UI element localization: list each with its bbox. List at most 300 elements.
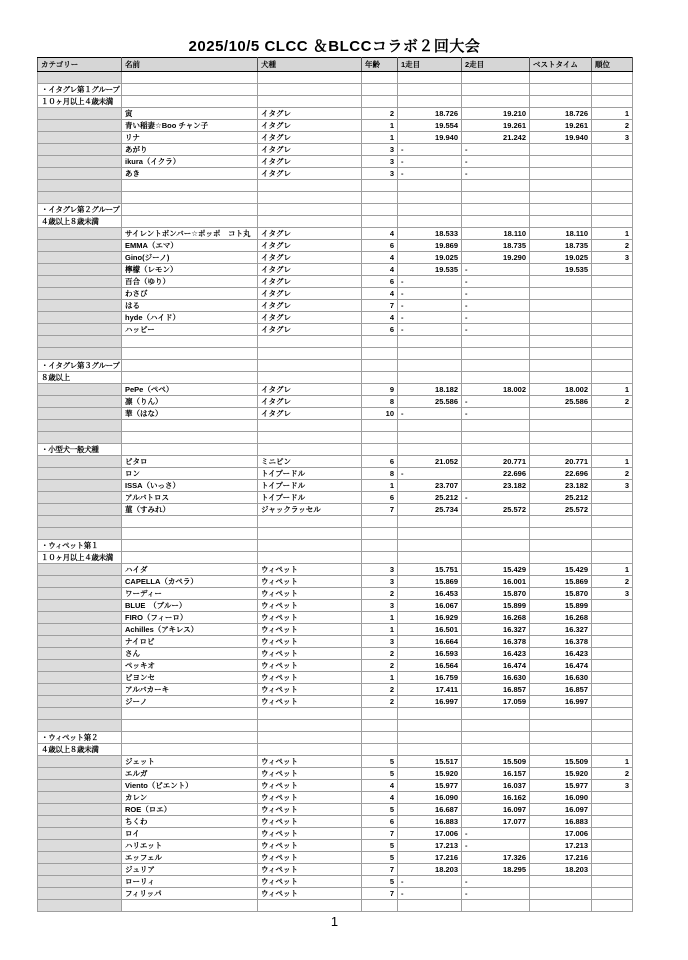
run2-cell: - — [462, 312, 530, 324]
name-cell: リナ — [122, 132, 258, 144]
breed-cell: イタグレ — [258, 168, 362, 180]
category-cell — [38, 108, 122, 120]
category-cell — [38, 384, 122, 396]
blank-row — [38, 72, 633, 84]
best-cell: 16.630 — [530, 672, 592, 684]
group-label-row — [38, 204, 633, 216]
category-cell — [38, 168, 122, 180]
rank-cell — [592, 708, 633, 720]
run2-cell: 17.077 — [462, 816, 530, 828]
run1-cell — [398, 732, 462, 744]
best-cell — [530, 180, 592, 192]
run1-cell: 18.203 — [398, 864, 462, 876]
name-cell: 百合（ゆり） — [122, 276, 258, 288]
age-cell: 2 — [362, 588, 398, 600]
group-label-cell: ・ウィペット第２ — [38, 732, 122, 744]
run1-cell: 25.586 — [398, 396, 462, 408]
header-run1: 1走目 — [398, 58, 462, 72]
best-cell — [530, 708, 592, 720]
dog-row — [38, 312, 633, 324]
run2-cell: 19.290 — [462, 252, 530, 264]
category-cell — [38, 840, 122, 852]
age-cell: 7 — [362, 300, 398, 312]
rank-cell: 2 — [592, 468, 633, 480]
breed-cell: ジャックラッセル — [258, 504, 362, 516]
breed-cell — [258, 420, 362, 432]
age-cell — [362, 900, 398, 912]
category-cell — [38, 528, 122, 540]
run2-cell: - — [462, 840, 530, 852]
run2-cell — [462, 720, 530, 732]
age-cell: 2 — [362, 684, 398, 696]
dog-row — [38, 696, 633, 708]
breed-cell — [258, 540, 362, 552]
name-cell: ジュリア — [122, 864, 258, 876]
dog-row — [38, 324, 633, 336]
name-cell: ハッピー — [122, 324, 258, 336]
age-cell: 7 — [362, 504, 398, 516]
age-cell: 2 — [362, 696, 398, 708]
dog-row — [38, 684, 633, 696]
name-cell: わさび — [122, 288, 258, 300]
name-cell: ジーノ — [122, 696, 258, 708]
best-cell — [530, 408, 592, 420]
age-cell: 4 — [362, 780, 398, 792]
name-cell: カレン — [122, 792, 258, 804]
dog-row — [38, 624, 633, 636]
rank-cell — [592, 324, 633, 336]
run2-cell — [462, 204, 530, 216]
blank-row — [38, 900, 633, 912]
rank-cell — [592, 900, 633, 912]
run1-cell: 17.216 — [398, 852, 462, 864]
breed-cell — [258, 96, 362, 108]
blank-row — [38, 420, 633, 432]
run1-cell: 16.883 — [398, 816, 462, 828]
run2-cell — [462, 744, 530, 756]
name-cell — [122, 348, 258, 360]
best-cell — [530, 300, 592, 312]
best-cell: 17.213 — [530, 840, 592, 852]
rank-cell — [592, 180, 633, 192]
run2-cell — [462, 192, 530, 204]
name-cell — [122, 180, 258, 192]
group-label-row — [38, 372, 633, 384]
breed-cell: イタグレ — [258, 252, 362, 264]
run2-cell: - — [462, 300, 530, 312]
blank-row — [38, 432, 633, 444]
breed-cell: ウィペット — [258, 648, 362, 660]
age-cell: 1 — [362, 672, 398, 684]
category-cell — [38, 720, 122, 732]
rank-cell — [592, 696, 633, 708]
best-cell: 15.509 — [530, 756, 592, 768]
run2-cell: 15.509 — [462, 756, 530, 768]
breed-cell — [258, 372, 362, 384]
run2-cell — [462, 96, 530, 108]
run2-cell: 16.378 — [462, 636, 530, 648]
age-cell — [362, 744, 398, 756]
breed-cell: イタグレ — [258, 264, 362, 276]
best-cell — [530, 348, 592, 360]
name-cell — [122, 444, 258, 456]
category-cell — [38, 792, 122, 804]
rank-cell: 1 — [592, 384, 633, 396]
age-cell — [362, 420, 398, 432]
dog-row — [38, 504, 633, 516]
breed-cell: ウィペット — [258, 612, 362, 624]
age-cell — [362, 192, 398, 204]
age-cell: 3 — [362, 156, 398, 168]
run2-cell: 16.157 — [462, 768, 530, 780]
run1-cell: 25.734 — [398, 504, 462, 516]
run2-cell — [462, 900, 530, 912]
age-cell: 4 — [362, 264, 398, 276]
name-cell: ペッキオ — [122, 660, 258, 672]
category-cell — [38, 816, 122, 828]
run1-cell: 19.554 — [398, 120, 462, 132]
run1-cell: - — [398, 888, 462, 900]
name-cell: あがり — [122, 144, 258, 156]
run1-cell: 16.067 — [398, 600, 462, 612]
rank-cell — [592, 660, 633, 672]
breed-cell: ウィペット — [258, 684, 362, 696]
category-cell — [38, 336, 122, 348]
dog-row — [38, 648, 633, 660]
run1-cell: 17.006 — [398, 828, 462, 840]
breed-cell: トイプードル — [258, 492, 362, 504]
dog-row — [38, 408, 633, 420]
age-cell: 5 — [362, 840, 398, 852]
age-cell — [362, 528, 398, 540]
name-cell: はる — [122, 300, 258, 312]
dog-row — [38, 120, 633, 132]
best-cell: 25.212 — [530, 492, 592, 504]
dog-row — [38, 144, 633, 156]
best-cell: 17.006 — [530, 828, 592, 840]
dog-row — [38, 108, 633, 120]
run2-cell: 16.474 — [462, 660, 530, 672]
name-cell: サイレントボンバー☆ポッポ コト丸 — [122, 228, 258, 240]
run1-cell: - — [398, 468, 462, 480]
breed-cell: ウィペット — [258, 636, 362, 648]
name-cell: 凛（りん） — [122, 396, 258, 408]
category-cell — [38, 120, 122, 132]
age-cell: 2 — [362, 108, 398, 120]
group-label-row — [38, 360, 633, 372]
run1-cell: - — [398, 408, 462, 420]
age-cell: 1 — [362, 120, 398, 132]
breed-cell: イタグレ — [258, 384, 362, 396]
rank-cell: 1 — [592, 564, 633, 576]
best-cell: 16.327 — [530, 624, 592, 636]
dog-row — [38, 864, 633, 876]
breed-cell: トイプードル — [258, 468, 362, 480]
run2-cell: 18.110 — [462, 228, 530, 240]
best-cell: 20.771 — [530, 456, 592, 468]
run2-cell: - — [462, 276, 530, 288]
group-label-cell: ・イタグレ第２グループ — [38, 204, 122, 216]
breed-cell — [258, 900, 362, 912]
name-cell: 青い稲妻☆Boo チャン子 — [122, 120, 258, 132]
run1-cell: 21.052 — [398, 456, 462, 468]
group-label-cell: １０ヶ月以上４歳未満 — [38, 96, 122, 108]
best-cell: 16.857 — [530, 684, 592, 696]
category-cell — [38, 684, 122, 696]
best-cell — [530, 372, 592, 384]
best-cell: 15.869 — [530, 576, 592, 588]
best-cell — [530, 336, 592, 348]
header-age: 年齢 — [362, 58, 398, 72]
run1-cell: 15.751 — [398, 564, 462, 576]
group-label-cell: ・イタグレ第３グループ — [38, 360, 122, 372]
breed-cell: イタグレ — [258, 240, 362, 252]
run2-cell: 19.210 — [462, 108, 530, 120]
run1-cell: 16.564 — [398, 660, 462, 672]
age-cell — [362, 372, 398, 384]
breed-cell: イタグレ — [258, 144, 362, 156]
best-cell — [530, 900, 592, 912]
run2-cell — [462, 432, 530, 444]
best-cell — [530, 324, 592, 336]
run1-cell: 25.212 — [398, 492, 462, 504]
best-cell — [530, 420, 592, 432]
run1-cell — [398, 372, 462, 384]
table-body — [38, 72, 633, 912]
rank-cell — [592, 888, 633, 900]
best-cell — [530, 540, 592, 552]
breed-cell: イタグレ — [258, 300, 362, 312]
category-cell — [38, 288, 122, 300]
category-cell — [38, 852, 122, 864]
name-cell: ISSA（いっさ） — [122, 480, 258, 492]
run2-cell — [462, 336, 530, 348]
run1-cell — [398, 444, 462, 456]
run1-cell — [398, 708, 462, 720]
dog-row — [38, 816, 633, 828]
age-cell: 6 — [362, 324, 398, 336]
run2-cell: - — [462, 156, 530, 168]
blank-row — [38, 708, 633, 720]
age-cell: 3 — [362, 168, 398, 180]
rank-cell — [592, 444, 633, 456]
run2-cell — [462, 216, 530, 228]
header-name: 名前 — [122, 58, 258, 72]
breed-cell: ウィペット — [258, 816, 362, 828]
rank-cell — [592, 156, 633, 168]
category-cell — [38, 276, 122, 288]
age-cell: 6 — [362, 276, 398, 288]
name-cell — [122, 192, 258, 204]
run2-cell: 16.423 — [462, 648, 530, 660]
category-cell — [38, 648, 122, 660]
best-cell: 19.535 — [530, 264, 592, 276]
age-cell: 6 — [362, 456, 398, 468]
age-cell: 1 — [362, 612, 398, 624]
run1-cell — [398, 336, 462, 348]
category-cell — [38, 600, 122, 612]
breed-cell — [258, 708, 362, 720]
run1-cell: 16.453 — [398, 588, 462, 600]
rank-cell — [592, 840, 633, 852]
best-cell — [530, 528, 592, 540]
run1-cell — [398, 180, 462, 192]
name-cell: FIRO（フィーロ） — [122, 612, 258, 624]
rank-cell — [592, 816, 633, 828]
run1-cell: 18.182 — [398, 384, 462, 396]
category-cell — [38, 468, 122, 480]
run2-cell: - — [462, 264, 530, 276]
age-cell: 4 — [362, 228, 398, 240]
name-cell — [122, 540, 258, 552]
header-breed: 犬種 — [258, 58, 362, 72]
category-cell — [38, 588, 122, 600]
breed-cell — [258, 516, 362, 528]
breed-cell: ウィペット — [258, 804, 362, 816]
age-cell: 3 — [362, 636, 398, 648]
rank-cell — [592, 828, 633, 840]
rank-cell — [592, 516, 633, 528]
age-cell — [362, 360, 398, 372]
run1-cell: - — [398, 288, 462, 300]
best-cell — [530, 192, 592, 204]
age-cell: 8 — [362, 468, 398, 480]
run1-cell: 16.593 — [398, 648, 462, 660]
rank-cell: 1 — [592, 756, 633, 768]
rank-cell — [592, 204, 633, 216]
run2-cell — [462, 372, 530, 384]
breed-cell: ウィペット — [258, 852, 362, 864]
breed-cell: ウィペット — [258, 624, 362, 636]
age-cell: 2 — [362, 660, 398, 672]
category-cell — [38, 144, 122, 156]
category-cell — [38, 312, 122, 324]
run2-cell — [462, 348, 530, 360]
breed-cell — [258, 216, 362, 228]
dog-row — [38, 456, 633, 468]
rank-cell — [592, 168, 633, 180]
rank-cell: 3 — [592, 132, 633, 144]
best-cell: 18.110 — [530, 228, 592, 240]
dog-row — [38, 240, 633, 252]
run2-cell: 21.242 — [462, 132, 530, 144]
best-cell — [530, 732, 592, 744]
run2-cell — [462, 84, 530, 96]
name-cell — [122, 528, 258, 540]
category-cell — [38, 876, 122, 888]
dog-row — [38, 756, 633, 768]
rank-cell — [592, 852, 633, 864]
blank-row — [38, 720, 633, 732]
name-cell: BLUE （ブルー） — [122, 600, 258, 612]
category-cell — [38, 660, 122, 672]
run2-cell: - — [462, 888, 530, 900]
category-cell — [38, 828, 122, 840]
age-cell: 4 — [362, 252, 398, 264]
run1-cell: - — [398, 876, 462, 888]
best-cell: 16.423 — [530, 648, 592, 660]
group-label-cell: ・イタグレ第１グループ — [38, 84, 122, 96]
best-cell — [530, 276, 592, 288]
run2-cell — [462, 732, 530, 744]
breed-cell — [258, 432, 362, 444]
name-cell: ロイ — [122, 828, 258, 840]
best-cell: 25.586 — [530, 396, 592, 408]
age-cell: 5 — [362, 852, 398, 864]
category-cell — [38, 492, 122, 504]
rank-cell — [592, 732, 633, 744]
run2-cell — [462, 180, 530, 192]
category-cell — [38, 708, 122, 720]
run2-cell: - — [462, 876, 530, 888]
run1-cell: - — [398, 156, 462, 168]
group-label-row — [38, 84, 633, 96]
dog-row — [38, 564, 633, 576]
name-cell: エルガ — [122, 768, 258, 780]
breed-cell — [258, 720, 362, 732]
best-cell — [530, 204, 592, 216]
run1-cell — [398, 360, 462, 372]
blank-row — [38, 336, 633, 348]
rank-cell — [592, 624, 633, 636]
best-cell: 16.097 — [530, 804, 592, 816]
run2-cell — [462, 72, 530, 84]
run2-cell: 18.295 — [462, 864, 530, 876]
dog-row — [38, 288, 633, 300]
run2-cell: 17.326 — [462, 852, 530, 864]
name-cell — [122, 552, 258, 564]
breed-cell: ウィペット — [258, 864, 362, 876]
run1-cell: 23.707 — [398, 480, 462, 492]
age-cell: 5 — [362, 804, 398, 816]
age-cell: 3 — [362, 144, 398, 156]
name-cell: 華（はな） — [122, 408, 258, 420]
breed-cell — [258, 336, 362, 348]
run1-cell — [398, 516, 462, 528]
rank-cell — [592, 720, 633, 732]
best-cell: 16.090 — [530, 792, 592, 804]
dog-row — [38, 252, 633, 264]
run2-cell: 17.059 — [462, 696, 530, 708]
run1-cell: 15.920 — [398, 768, 462, 780]
rank-cell: 3 — [592, 252, 633, 264]
blank-row — [38, 516, 633, 528]
name-cell: 檸檬（レモン） — [122, 264, 258, 276]
name-cell: ワーディー — [122, 588, 258, 600]
best-cell — [530, 432, 592, 444]
name-cell: ナイロビ — [122, 636, 258, 648]
rank-cell — [592, 540, 633, 552]
age-cell: 2 — [362, 648, 398, 660]
rank-cell — [592, 360, 633, 372]
group-label-cell: ・小型犬一般犬種 — [38, 444, 122, 456]
rank-cell — [592, 348, 633, 360]
rank-cell — [592, 636, 633, 648]
rank-cell — [592, 276, 633, 288]
category-cell — [38, 72, 122, 84]
run2-cell: - — [462, 828, 530, 840]
dog-row — [38, 804, 633, 816]
rank-cell — [592, 372, 633, 384]
breed-cell — [258, 444, 362, 456]
breed-cell: ウィペット — [258, 768, 362, 780]
age-cell: 4 — [362, 312, 398, 324]
run1-cell — [398, 528, 462, 540]
dog-row — [38, 840, 633, 852]
best-cell — [530, 72, 592, 84]
best-cell: 19.940 — [530, 132, 592, 144]
category-cell — [38, 420, 122, 432]
